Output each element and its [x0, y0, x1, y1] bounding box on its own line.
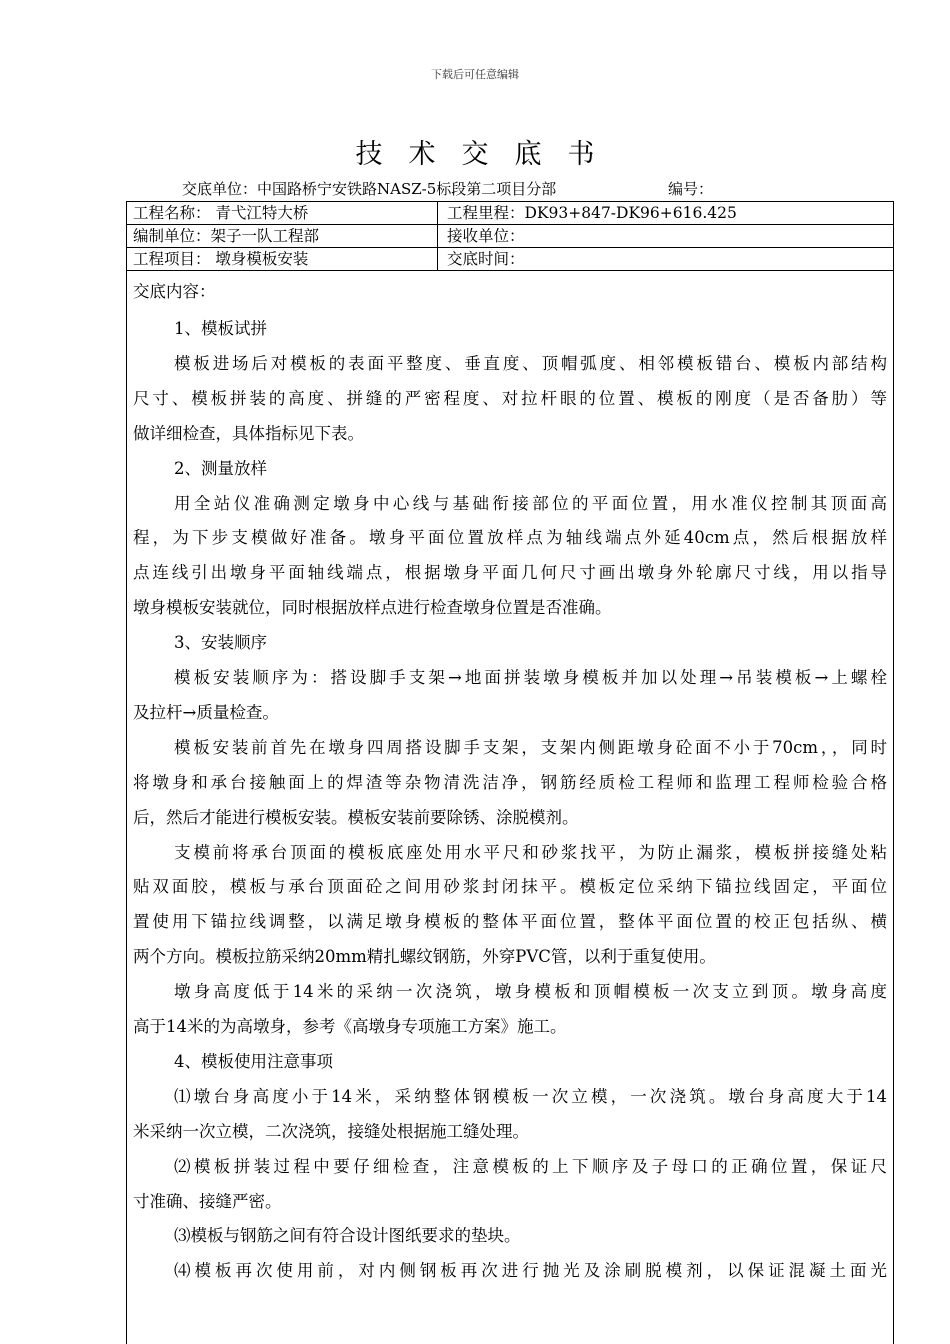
issuing-unit: 交底单位：中国路桥宁安铁路NASZ-5标段第二项目分部 — [182, 180, 557, 198]
content-label: 交底内容： — [133, 282, 216, 301]
paragraph-line: 模板安装顺序为：搭设脚手支架→地面拼装墩身模板并加以处理→吊装模板→上螺栓 — [174, 668, 887, 687]
project-name-cell: 工程名称： 青弋江特大桥 — [127, 202, 438, 224]
paragraph-line: ⑵模板拼装过程中要仔细检查，注意模板的上下顺序及子母口的正确位置，保证尺 — [174, 1156, 887, 1176]
paragraph-line: 尺寸、模板拼装的高度、拼缝的严密程度、对拉杆眼的位置、模板的刚度（是否备肋）等 — [133, 388, 887, 408]
paragraph-line: 米采纳一次立模，二次浇筑，接缝处根据施工缝处理。 — [133, 1121, 529, 1141]
paragraph-line: 后，然后才能进行模板安装。模板安装前要除锈、涂脱模剂。 — [133, 807, 579, 827]
paragraph-line: 及拉杆→质量检查。 — [133, 702, 279, 722]
table-row-project-item — [127, 248, 893, 271]
header-note: 下载后可任意编辑 — [431, 68, 519, 81]
document-title: 技术交底书 — [355, 139, 621, 170]
paragraph-line: 贴双面胶，模板与承台顶面砼之间用砂浆封闭抹平。模板定位采纳下锚拉线固定，平面位 — [133, 877, 887, 897]
paragraph-line: 寸准确、接缝严密。 — [133, 1191, 282, 1211]
section-heading: 4、模板使用注意事项 — [174, 1051, 333, 1071]
paragraph-line: 将墩身和承台接触面上的焊渣等杂物清洗洁净，钢筋经质检工程师和监理工程师检验合格 — [133, 772, 887, 792]
project-item-cell: 工程项目： 墩身模板安装 — [127, 248, 438, 270]
paragraph-line: 用全站仪准确测定墩身中心线与基础衔接部位的平面位置，用水准仪控制其顶面高 — [174, 493, 887, 513]
paragraph-line: 墩身模板安装就位，同时根据放样点进行检查墩身位置是否准确。 — [133, 598, 612, 618]
paragraph-line: 置使用下锚拉线调整，以满足墩身模板的整体平面位置，整体平面位置的校正包括纵、横 — [133, 912, 887, 932]
paragraph-line: 模板进场后对模板的表面平整度、垂直度、顶帽弧度、相邻模板错台、模板内部结构 — [174, 353, 887, 373]
project-mileage-cell: 工程里程：DK93+847-DK96+616.425 — [447, 204, 737, 222]
paragraph-line: 程，为下步支模做好准备。墩身平面位置放样点为轴线端点外延40cm点，然后根据放样 — [133, 528, 887, 548]
paragraph-line: 高于14米的为高墩身，参考《高墩身专项施工方案》施工。 — [133, 1017, 567, 1036]
receiving-unit-cell: 接收单位： — [447, 227, 525, 245]
paragraph-line: 两个方向。模板拉筋采纳20mm精扎螺纹钢筋，外穿PVC管，以利于重复使用。 — [133, 947, 716, 967]
paragraph-line: 做详细检查，具体指标见下表。 — [133, 423, 364, 443]
disclosure-time-cell: 交底时间： — [447, 250, 525, 268]
paragraph-line: ⑴墩台身高度小于14米，采纳整体钢模板一次立模，一次浇筑。墩台身高度大于14 — [174, 1086, 887, 1106]
table-row-project-name — [127, 202, 893, 225]
paragraph-line: ⑷模板再次使用前，对内侧钢板再次进行抛光及涂刷脱模剂，以保证混凝土面光 — [174, 1261, 887, 1281]
document-number-label: 编号： — [668, 180, 714, 198]
paragraph-line: 墩身高度低于14米的采纳一次浇筑，墩身模板和顶帽模板一次支立到顶。墩身高度 — [174, 982, 887, 1002]
table-row-compiling-unit — [127, 225, 893, 248]
disclosure-table — [126, 201, 894, 1344]
compiling-unit-cell: 编制单位：架子一队工程部 — [127, 225, 438, 247]
section-heading: 3、安装顺序 — [174, 633, 267, 653]
section-heading: 1、模板试拼 — [174, 319, 267, 338]
paragraph-line: ⑶模板与钢筋之间有符合设计图纸要求的垫块。 — [174, 1226, 521, 1246]
paragraph-line: 模板安装前首先在墩身四周搭设脚手支架，支架内侧距墩身砼面不小于70cm，，同时 — [174, 737, 887, 757]
paragraph-line: 点连线引出墩身平面轴线端点，根据墩身平面几何尺寸画出墩身外轮廓尺寸线，用以指导 — [133, 563, 887, 583]
section-heading: 2、测量放样 — [174, 458, 267, 478]
paragraph-line: 支模前将承台顶面的模板底座处用水平尺和砂浆找平，为防止漏浆，模板拼接缝处粘 — [174, 842, 887, 862]
